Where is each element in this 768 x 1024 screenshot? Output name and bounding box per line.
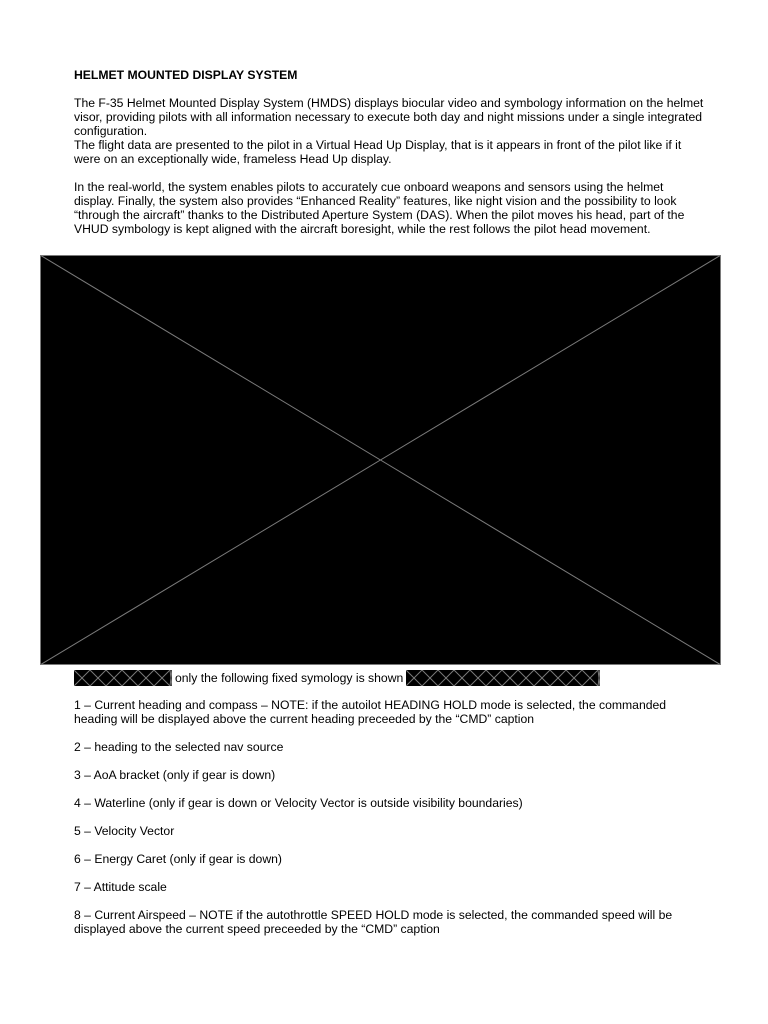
intro-paragraph: The F-35 Helmet Mounted Display System (HMDS) displays biocular video and symbology information on the helmet visor, providing pilots with all information necessary to execute both day and night missions under a single integrated configuration. <box>74 96 704 138</box>
placeholder-cross-icon <box>406 670 600 686</box>
page-title: HELMET MOUNTED DISPLAY SYSTEM <box>74 68 298 82</box>
real-world-paragraph: In the real-world, the system enables pilots to accurately cue onboard weapons and sensors using the helmet display. Finally, the system also provides “Enhanced Reality” features, like night vision and the possibility to look “through the aircraft” thanks to the Distributed Aperture System (DAS). When the pilot moves his head, part of the VHUD symbology is kept aligned with the aircraft boresight, while the rest follows the pilot head movement. <box>74 180 685 236</box>
fixed-symbology-line <box>74 670 600 686</box>
fixed-symbology-caption: only the following fixed symology is shown <box>175 671 404 685</box>
placeholder-cross-icon <box>40 255 721 665</box>
list-item: 4 – Waterline (only if gear is down or Velocity Vector is outside visibility boundaries) <box>74 796 523 810</box>
list-item: 2 – heading to the selected nav source <box>74 740 284 754</box>
missing-image-placeholder <box>40 255 721 665</box>
list-item: 5 – Velocity Vector <box>74 824 175 838</box>
missing-inline-image-left <box>74 670 172 686</box>
list-item: 7 – Attitude scale <box>74 880 167 894</box>
list-item: 1 – Current heading and compass – NOTE: if the autoilot HEADING HOLD mode is selected, the commanded heading will be displayed above the current heading preceeded by the “CMD” caption <box>74 698 667 726</box>
list-item: 3 – AoA bracket (only if gear is down) <box>74 768 276 782</box>
missing-inline-image-right <box>406 670 600 686</box>
placeholder-cross-icon <box>74 670 172 686</box>
list-item: 6 – Energy Caret (only if gear is down) <box>74 852 282 866</box>
vhud-paragraph: The flight data are presented to the pilot in a Virtual Head Up Display, that is it appears in front of the pilot like if it were on an exceptionally wide, frameless Head Up display. <box>74 138 682 166</box>
list-item: 8 – Current Airspeed – NOTE if the autothrottle SPEED HOLD mode is selected, the commanded speed will be displayed above the current speed preceeded by the “CMD” caption <box>74 908 673 936</box>
